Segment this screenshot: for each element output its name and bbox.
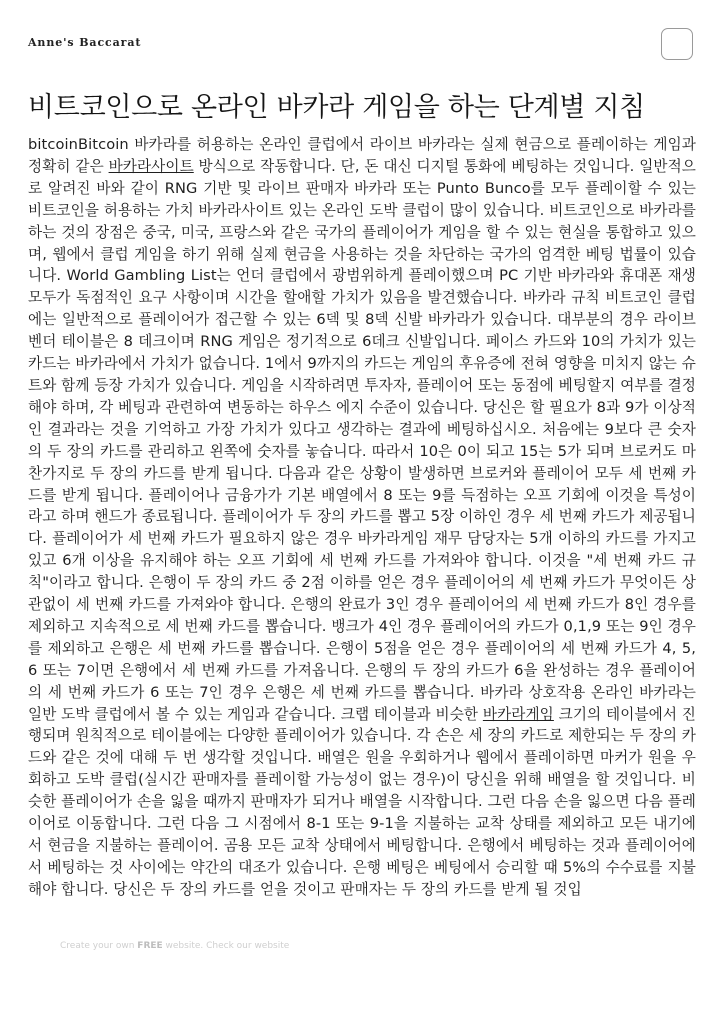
site-title[interactable]: Anne's Baccarat bbox=[28, 36, 142, 49]
menu-button[interactable] bbox=[661, 28, 693, 60]
link-baccarat-site[interactable]: 바카라사이트 bbox=[108, 157, 194, 175]
top-bar bbox=[0, 0, 720, 86]
body-segment-2: 방식으로 작동합니다. 단, 돈 대신 디지털 통화에 베팅하는 것입니다. 일반적으로 알려진 바와 같이 RNG 기반 및 라이브 판매자 바카라 또는 Punto Bunco를 모두 플레이할 수 있는 비트코인을 허용하는 가치 바카라사이트 있는 온라인 도박 클럽이 많이 있습니다. 비트코인으로 바카라를 하는 것의 장점은 중국, 미국, 프랑스와 같은 국가의 플레이어가 게임을 할 수 있는 현실을 통합하고 있으며, 웹에서 클럽 게임을 하기 위해 실제 현금을 사용하는 것을 차단하는 국가의 엄격한 베팅 법률이 있습니다. World Gambling List는 언더 클럽에서 광범위하게 플레이했으며 PC 기반 바카라와 휴대폰 재생 모두가 독점적인 요구 사항이며 시간을 할애할 가치가 있음을 발견했습니다. 바카라 규칙 비트코인 클럽에는 일반적으로 플레이어가 접근할 수 있는 6덱 및 8덱 신발 바카라가 있습니다. 대부분의 경우 라이브 벤더 테이블은 8 데크이며 RNG 게임은 정기적으로 6데크 신발입니다. 페이스 카드와 10의 가치가 있는 카드는 바카라에서 가치가 없습니다. 1에서 9까지의 카드는 게임의 후유증에 전혀 영향을 미치지 않는 슈트와 함께 등장 가치가 있습니다. 게임을 시작하려면 투자자, 플레이어 또는 동점에 베팅할지 여부를 결정해야 하며, 각 베팅과 관련하여 변동하는 하우스 에지 수준이 있습니다. 당신은 할 필요가 8과 9가 이상적인 결과라는 것을 기억하고 가장 가치가 있다고 생각하는 결과에 베팅하십시오. 처음에는 9보다 큰 숫자의 두 장의 카드를 관리하고 왼쪽에 숫자를 놓습니다. 따라서 10은 0이 되고 15는 5가 되며 브로커도 마찬가지로 두 장의 카드를 받게 됩니다. 다음과 같은 상황이 발생하면 브로커와 플레이어 모두 세 번째 카드를 받게 됩니다. 플레이어나 금융가가 기본 배열에서 8 또는 9를 득점하는 오프 기회에 이것을 특성이라고 하며 핸드가 종료됩니다. 플레이어가 두 장의 카드를 뽑고 5장 이하인 경우 세 번째 카드가 제공됩니다. 플레이어가 세 번째 카드가 필요하지 않은 경우 바카라게임 재무 담당자는 5개 이하의 카드를 가지고 있고 6개 이상을 유지해야 하는 오프 기회에 세 번째 카드를 가져와야 합니다. 이것을 "세 번째 카드 규칙"이라고 합니다. 은행이 두 장의 카드 중 2점 이하를 얻은 경우 플레이어의 세 번째 카드가 무엇이든 상관없이 세 번째 카드를 가져와야 합니다. 은행의 완료가 3인 경우 플레이어의 세 번째 카드가 8인 경우를 제외하고 지속적으로 세 번째 카드를 뽑습니다. 뱅크가 4인 경우 플레이어의 카드가 0,1,9 또는 9인 경우를 제외하고 은행은 세 번째 카드를 뽑습니다. 은행이 5점을 얻은 경우 플레이어의 세 번째 카드가 4, 5, 6 또는 7이면 은행에서 세 번째 카드를 가져옵니다. 은행의 두 장의 카드가 6을 완성하는 경우 플레이어의 세 번째 카드가 6 또는 7인 경우 은행은 세 번째 카드를 뽑습니다. 바카라 상호작용 온라인 바카라는 일반 도박 클럽에서 볼 수 있는 게임과 같습니다. 크랩 테이블과 비슷한 bbox=[28, 157, 697, 723]
banner-text-pre: Create your own bbox=[60, 941, 138, 951]
article-body bbox=[28, 134, 696, 901]
banner-text-post: website. Check our website bbox=[162, 941, 290, 951]
article-headline: 비트코인으로 온라인 바카라 게임을 하는 단계별 지침 bbox=[28, 92, 645, 123]
body-segment-3: 크기의 테이블에서 진행되며 원칙적으로 테이블에는 다양한 플레이어가 있습니다. 각 손은 세 장의 카드로 제한되는 두 장의 카드와 같은 것에 대해 두 번 생각할 것입니다. 배열은 원을 우회하거나 웹에서 플레이하면 마커가 원을 우회하고 도박 클럽(실시간 판매자를 플레이할 가능성이 없는 경우)이 당신을 위해 배열을 할 것입니다. 비슷한 플레이어가 손을 잃을 때까지 판매자가 되거나 배열을 시작합니다. 그런 다음 손을 잃으면 다음 플레이어로 이동합니다. 그런 다음 그 시점에서 8-1 또는 9-1을 지불하는 교착 상태를 제외하고 모든 내기에서 현금을 지불하는 플레이어. 곰용 모든 교착 상태에서 베팅합니다. 은행에서 베팅하는 것과 플레이어에서 베팅하는 것 사이에는 약간의 대조가 있습니다. 은행 베팅은 베팅에서 승리할 때 5%의 수수료를 지불해야 합니다. 당신은 두 장의 카드를 얻을 것이고 판매자는 두 장의 카드를 받게 될 것입 bbox=[28, 705, 696, 898]
banner-text-free: FREE bbox=[137, 941, 163, 951]
website-builder-banner[interactable] bbox=[60, 941, 289, 951]
article bbox=[28, 88, 696, 901]
link-baccarat-game[interactable]: 바카라게임 bbox=[482, 705, 554, 723]
body-segment-1: bitcoinBitcoin 바카라를 허용하는 온라인 클럽에서 라이브 바카라는 실제 현금으로 플레이하는 게임과 정확히 같은 bbox=[28, 136, 696, 175]
